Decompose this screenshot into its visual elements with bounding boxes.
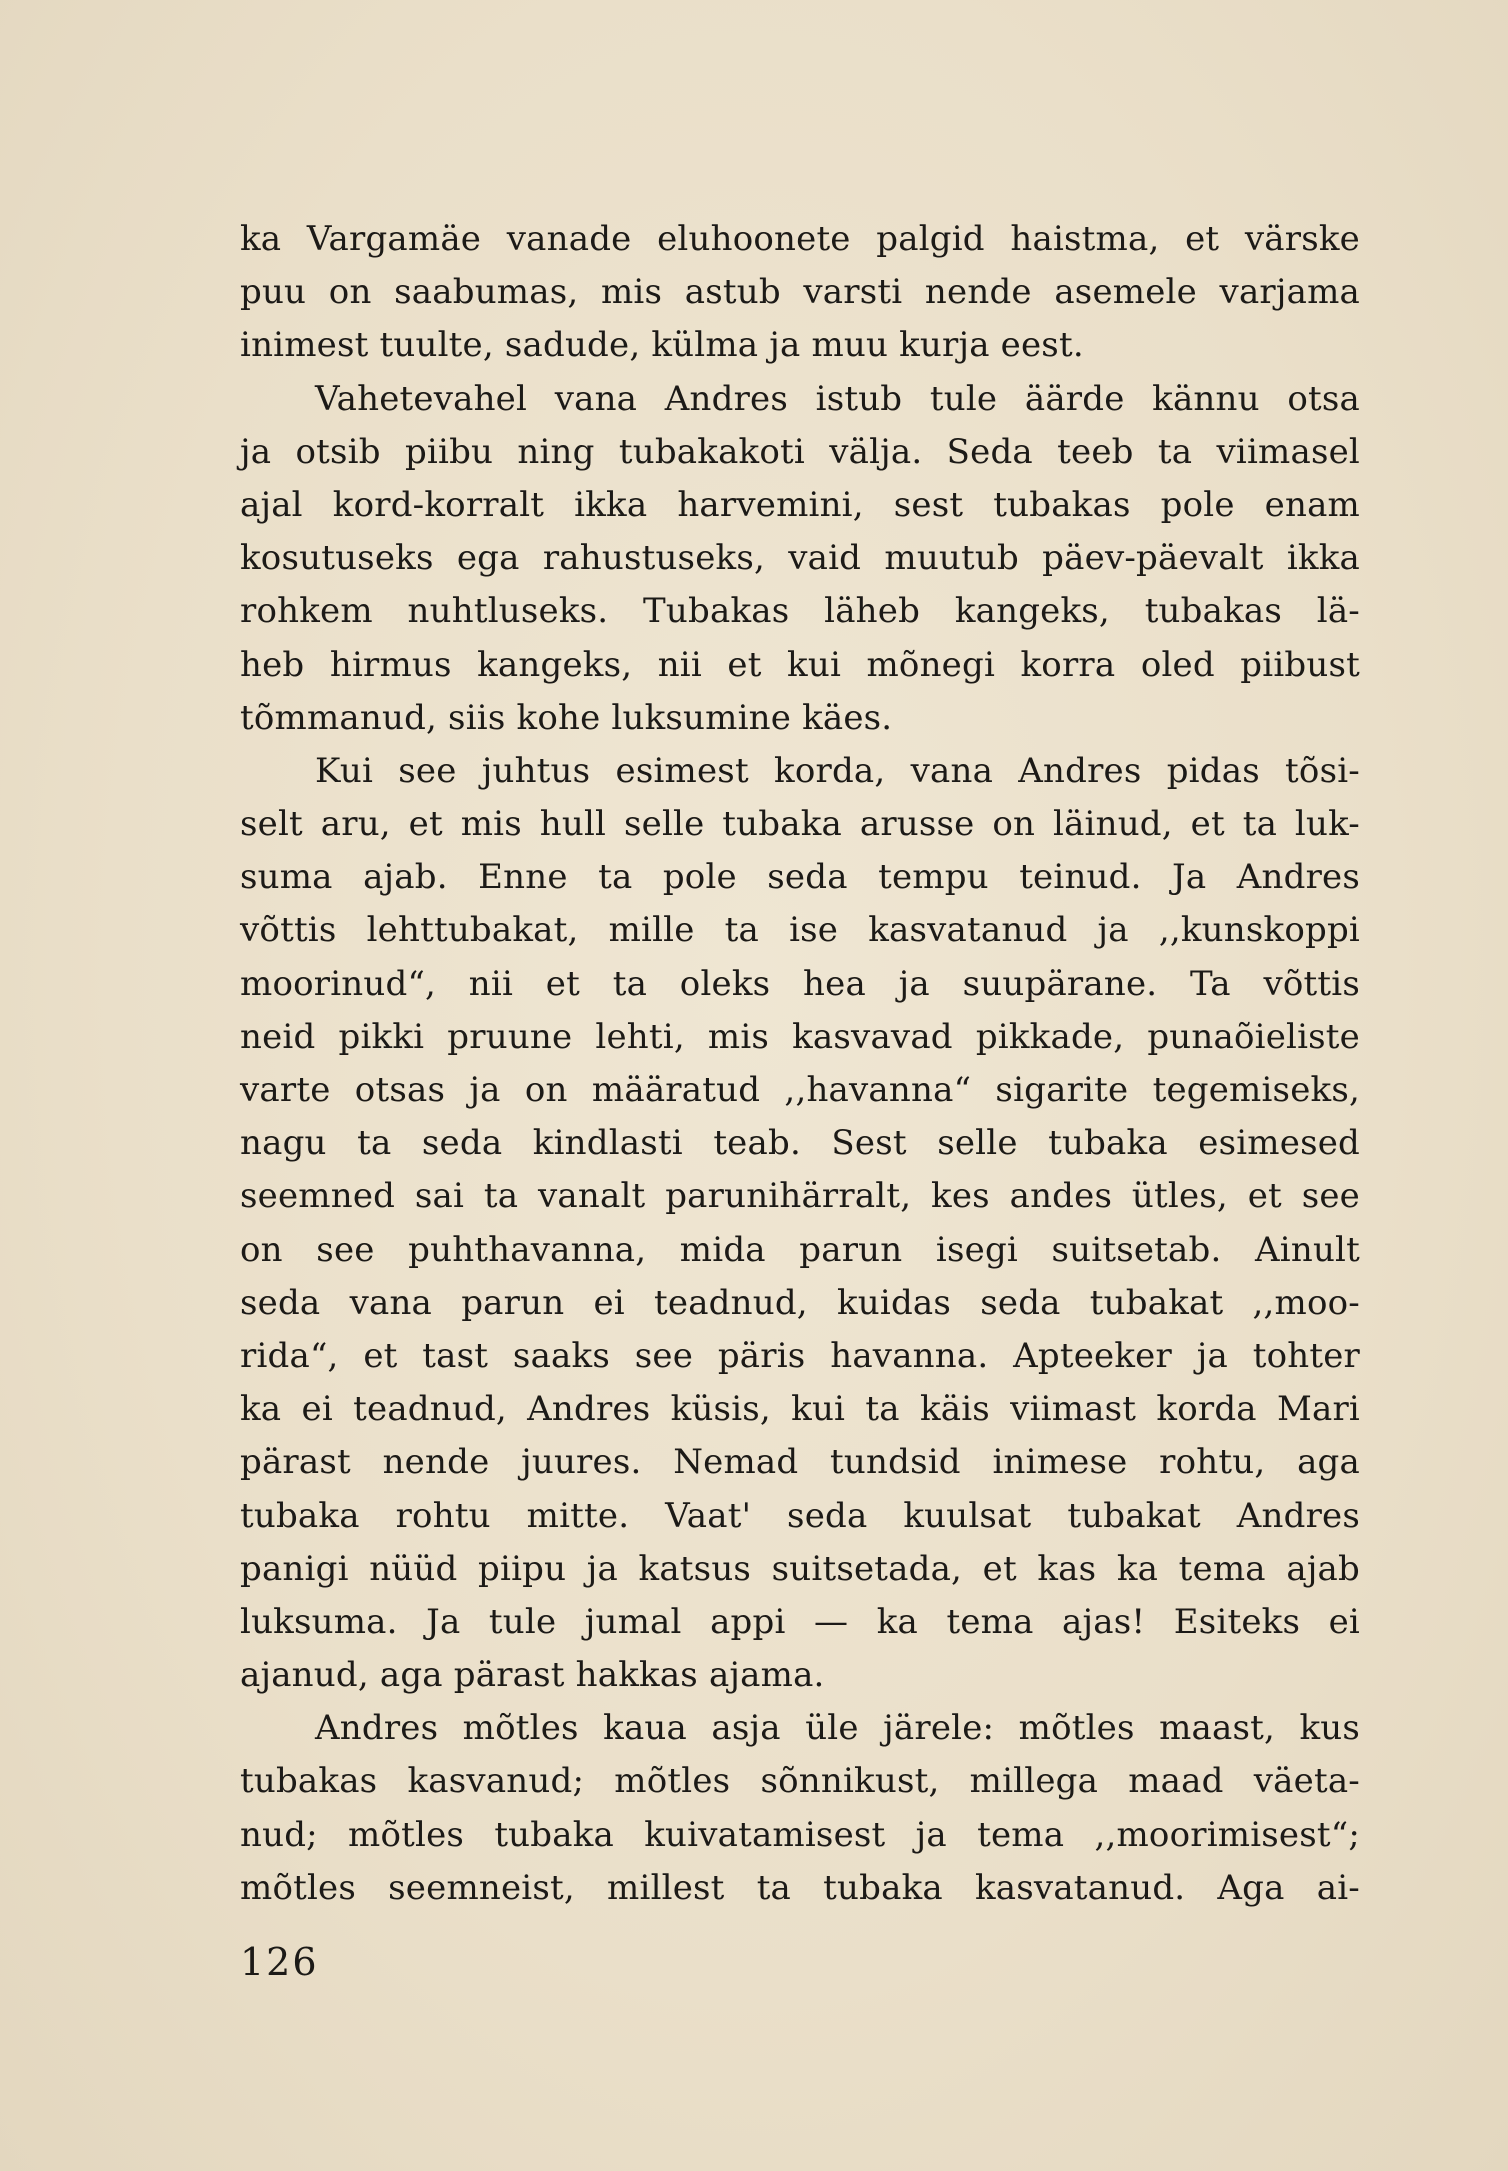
text-line: mõtles seemneist, millest ta tubaka kasvatanud. Aga ai- [240, 1867, 1360, 1908]
page-number: 126 [240, 1940, 319, 1984]
text-line: Vahetevahel vana Andres istub tule äärde kännu otsa [315, 378, 1360, 419]
text-line: luksuma. Ja tule jumal appi — ka tema ajas! Esiteks ei [240, 1601, 1360, 1642]
text-line: pärast nende juures. Nemad tundsid inimese rohtu, aga [240, 1442, 1360, 1483]
text-line: rohkem nuhtluseks. Tubakas läheb kangeks, tubakas lä- [240, 591, 1360, 632]
text-line: Kui see juhtus esimest korda, vana Andres pidas tõsi- [315, 750, 1360, 791]
text-line: ka ei teadnud, Andres küsis, kui ta käis viimast korda Mari [240, 1389, 1360, 1430]
text-line: tubaka rohtu mitte. Vaat' seda kuulsat tubakat Andres [240, 1495, 1360, 1536]
text-line: ajanud, aga pärast hakkas ajama. [240, 1655, 825, 1696]
text-line: heb hirmus kangeks, nii et kui mõnegi korra oled piibust [240, 644, 1360, 685]
text-line: neid pikki pruune lehti, mis kasvavad pikkade, punaõieliste [240, 1016, 1360, 1057]
text-line: seda vana parun ei teadnud, kuidas seda tubakat ,,moo- [240, 1282, 1360, 1323]
text-line: ajal kord-korralt ikka harvemini, sest tubakas pole enam [240, 484, 1360, 525]
text-line: Andres mõtles kaua asja üle järele: mõtles maast, kus [315, 1708, 1360, 1749]
text-line: moorinud“, nii et ta oleks hea ja suupärane. Ta võttis [240, 963, 1360, 1004]
text-line: tubakas kasvanud; mõtles sõnnikust, millega maad väeta- [240, 1761, 1360, 1802]
text-line: ja otsib piibu ning tubakakoti välja. Seda teeb ta viimasel [240, 431, 1360, 472]
text-line: seemned sai ta vanalt parunihärralt, kes andes ütles, et see [240, 1176, 1360, 1217]
text-line: rida“, et tast saaks see päris havanna. Apteeker ja tohter [240, 1335, 1360, 1376]
text-line: nagu ta seda kindlasti teab. Sest selle tubaka esimesed [240, 1123, 1360, 1164]
text-line: võttis lehttubakat, mille ta ise kasvatanud ja ,,kunskoppi [240, 910, 1360, 951]
text-line: tõmmanud, siis kohe luksumine käes. [240, 697, 893, 738]
text-line: puu on saabumas, mis astub varsti nende asemele varjama [240, 272, 1360, 313]
text-line: on see puhthavanna, mida parun isegi suitsetab. Ainult [240, 1229, 1360, 1270]
text-line: inimest tuulte, sadude, külma ja muu kurja eest. [240, 325, 1084, 366]
body-text [240, 213, 1360, 1915]
text-line: panigi nüüd piipu ja katsus suitsetada, et kas ka tema ajab [240, 1548, 1360, 1589]
text-line: suma ajab. Enne ta pole seda tempu teinud. Ja Andres [240, 857, 1360, 898]
text-line: kosutuseks ega rahustuseks, vaid muutub päev-päevalt ikka [240, 538, 1360, 579]
text-line: varte otsas ja on määratud ,,havanna“ sigarite tegemiseks, [240, 1070, 1360, 1110]
text-line: nud; mõtles tubaka kuivatamisest ja tema ,,moorimisest“; [240, 1814, 1360, 1855]
text-line: ka Vargamäe vanade eluhoonete palgid haistma, et värske [240, 219, 1360, 259]
text-line: selt aru, et mis hull selle tubaka arusse on läinud, et ta luk- [240, 804, 1360, 845]
